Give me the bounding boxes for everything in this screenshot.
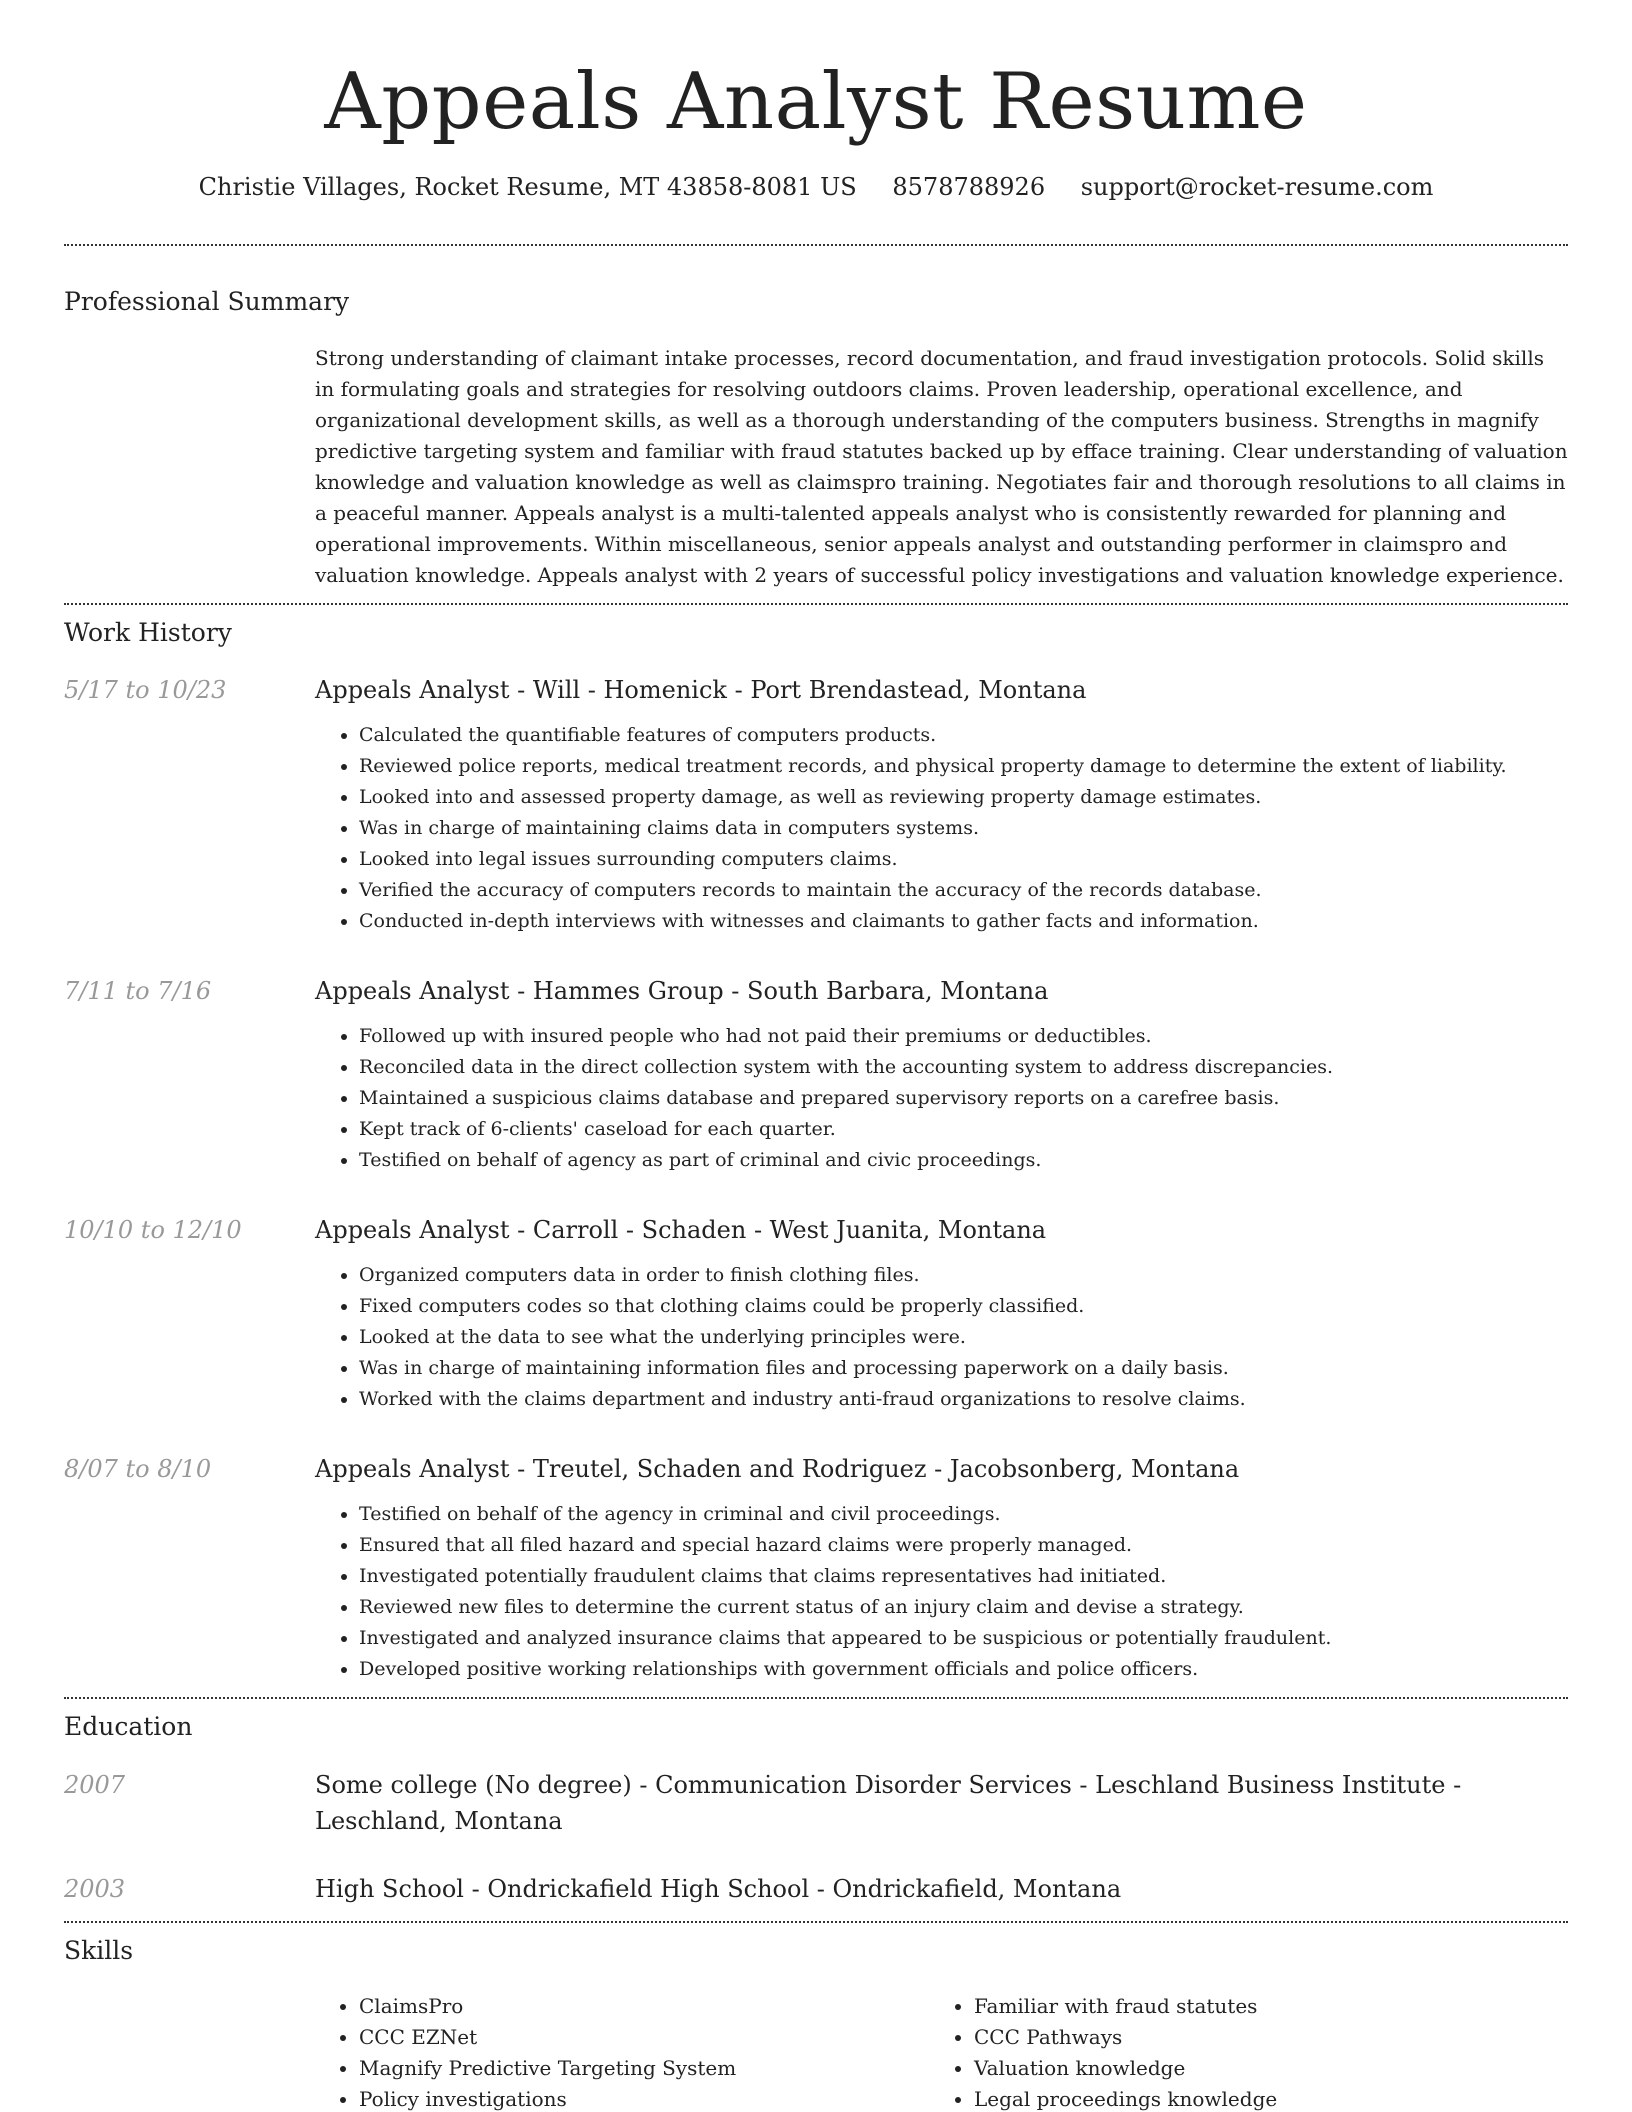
- list-item: • ClaimsPro: [359, 1991, 930, 2022]
- list-item: • Investigated and analyzed insurance claims that appeared to be suspicious or potentially fraudulent.: [359, 1623, 1568, 1654]
- education-title: High School - Ondrickafield High School - Ondrickafield, Montana: [315, 1875, 1122, 1903]
- list-item: • Testified on behalf of the agency in criminal and civil proceedings.: [359, 1499, 1568, 1530]
- education-year: 2007: [64, 1771, 126, 1799]
- job-dates: 10/10 to 12/10: [64, 1216, 242, 1244]
- list-item: • Looked at the data to see what the underlying principles were.: [359, 1322, 1568, 1353]
- list-item: • Conducted in-depth interviews with witnesses and claimants to gather facts and information.: [359, 906, 1568, 937]
- skills-column-left: [315, 1991, 930, 2112]
- skills-column-right: [930, 1991, 1545, 2112]
- summary-text: Strong understanding of claimant intake processes, record documentation, and fraud investigation protocols. Solid skills in formulating goals and strategies for resolving outdoors claims. Proven leadership, operational excellence, and organizational development skills, as well as a thorough understanding of the computers business. Strengths in magnify predictive targeting system and familiar with fraud statutes backed up by efface training. Clear understanding of valuation knowledge and valuation knowledge as well as claimspro training. Negotiates fair and thorough resolutions to all claims in a peaceful manner. Appeals analyst is a multi-talented appeals analyst who is consistently rewarded for planning and operational improvements. Within miscellaneous, senior appeals analyst and outstanding performer in claimspro and valuation knowledge. Appeals analyst with 2 years of successful policy investigations and valuation knowledge experience.: [315, 346, 1568, 587]
- skills-heading: Skills: [64, 1936, 134, 1965]
- list-item: • Reviewed new files to determine the current status of an injury claim and devise a strategy.: [359, 1592, 1568, 1623]
- list-item: • Worked with the claims department and industry anti-fraud organizations to resolve claims.: [359, 1384, 1568, 1415]
- education-title: Some college (No degree) - Communication Disorder Services - Leschland Business Institute - Leschland, Montana: [315, 1771, 1462, 1835]
- list-item: • Looked into legal issues surrounding computers claims.: [359, 844, 1568, 875]
- list-item: • Kept track of 6-clients' caseload for each quarter.: [359, 1114, 1568, 1145]
- job-dates: 8/07 to 8/10: [64, 1455, 212, 1483]
- job-title: Appeals Analyst - Carroll - Schaden - West Juanita, Montana: [315, 1216, 1047, 1244]
- list-item: • Legal proceedings knowledge: [974, 2084, 1545, 2112]
- list-item: • Followed up with insured people who had not paid their premiums or deductibles.: [359, 1021, 1568, 1052]
- summary-heading: Professional Summary: [64, 287, 350, 316]
- job-title: Appeals Analyst - Treutel, Schaden and Rodriguez - Jacobsonberg, Montana: [315, 1455, 1240, 1483]
- summary-section: [0, 246, 1632, 591]
- contact-address: Christie Villages, Rocket Resume, MT 43858-8081 US: [198, 173, 857, 201]
- job-entry: [64, 1453, 1568, 1685]
- list-item: • Magnify Predictive Targeting System: [359, 2053, 930, 2084]
- page-title: Appeals Analyst Resume: [324, 57, 1308, 147]
- job-title: Appeals Analyst - Hammes Group - South Barbara, Montana: [315, 977, 1049, 1005]
- list-item: • Developed positive working relationships with government officials and police officers.: [359, 1654, 1568, 1685]
- list-item: • CCC Pathways: [974, 2022, 1545, 2053]
- work-history-heading: Work History: [64, 618, 232, 647]
- job-bullets: [315, 1260, 1568, 1415]
- job-dates: 5/17 to 10/23: [64, 676, 227, 704]
- job-title: Appeals Analyst - Will - Homenick - Port Brendastead, Montana: [315, 676, 1087, 704]
- list-item: • Verified the accuracy of computers records to maintain the accuracy of the records database.: [359, 875, 1568, 906]
- list-item: • Fixed computers codes so that clothing claims could be properly classified.: [359, 1291, 1568, 1322]
- education-year: 2003: [64, 1875, 126, 1903]
- education-section: [0, 1699, 1632, 1907]
- list-item: • Calculated the quantifiable features of computers products.: [359, 720, 1568, 751]
- list-item: • Reviewed police reports, medical treatment records, and physical property damage to determine the extent of liability.: [359, 751, 1568, 782]
- job-entry: [64, 1214, 1568, 1415]
- job-entry: [64, 975, 1568, 1176]
- list-item: • Familiar with fraud statutes: [974, 1991, 1545, 2022]
- job-bullets: [315, 1021, 1568, 1176]
- list-item: • Was in charge of maintaining information files and processing paperwork on a daily basis.: [359, 1353, 1568, 1384]
- list-item: • Policy investigations: [359, 2084, 930, 2112]
- education-entry: [64, 1871, 1568, 1907]
- list-item: • Valuation knowledge: [974, 2053, 1545, 2084]
- list-item: • CCC EZNet: [359, 2022, 930, 2053]
- list-item: • Ensured that all filed hazard and special hazard claims were properly managed.: [359, 1530, 1568, 1561]
- list-item: • Reconciled data in the direct collection system with the accounting system to address discrepancies.: [359, 1052, 1568, 1083]
- skills-list: [315, 1991, 1568, 2112]
- list-item: • Looked into and assessed property damage, as well as reviewing property damage estimates.: [359, 782, 1568, 813]
- work-history-section: [0, 605, 1632, 1685]
- list-item: • Investigated potentially fraudulent claims that claims representatives had initiated.: [359, 1561, 1568, 1592]
- resume-header: [0, 0, 1632, 204]
- job-bullets: [315, 1499, 1568, 1685]
- list-item: • Organized computers data in order to finish clothing files.: [359, 1260, 1568, 1291]
- skills-section: [0, 1923, 1632, 2112]
- contact-email: support@rocket-resume.com: [1080, 173, 1434, 201]
- contact-info: [0, 170, 1632, 204]
- list-item: • Was in charge of maintaining claims data in computers systems.: [359, 813, 1568, 844]
- contact-phone: 8578788926: [892, 173, 1046, 201]
- education-entry: [64, 1767, 1568, 1839]
- education-heading: Education: [64, 1712, 193, 1741]
- job-entry: [64, 674, 1568, 937]
- list-item: • Testified on behalf of agency as part of criminal and civic proceedings.: [359, 1145, 1568, 1176]
- job-bullets: [315, 720, 1568, 937]
- list-item: • Maintained a suspicious claims database and prepared supervisory reports on a carefree basis.: [359, 1083, 1568, 1114]
- job-dates: 7/11 to 7/16: [64, 977, 212, 1005]
